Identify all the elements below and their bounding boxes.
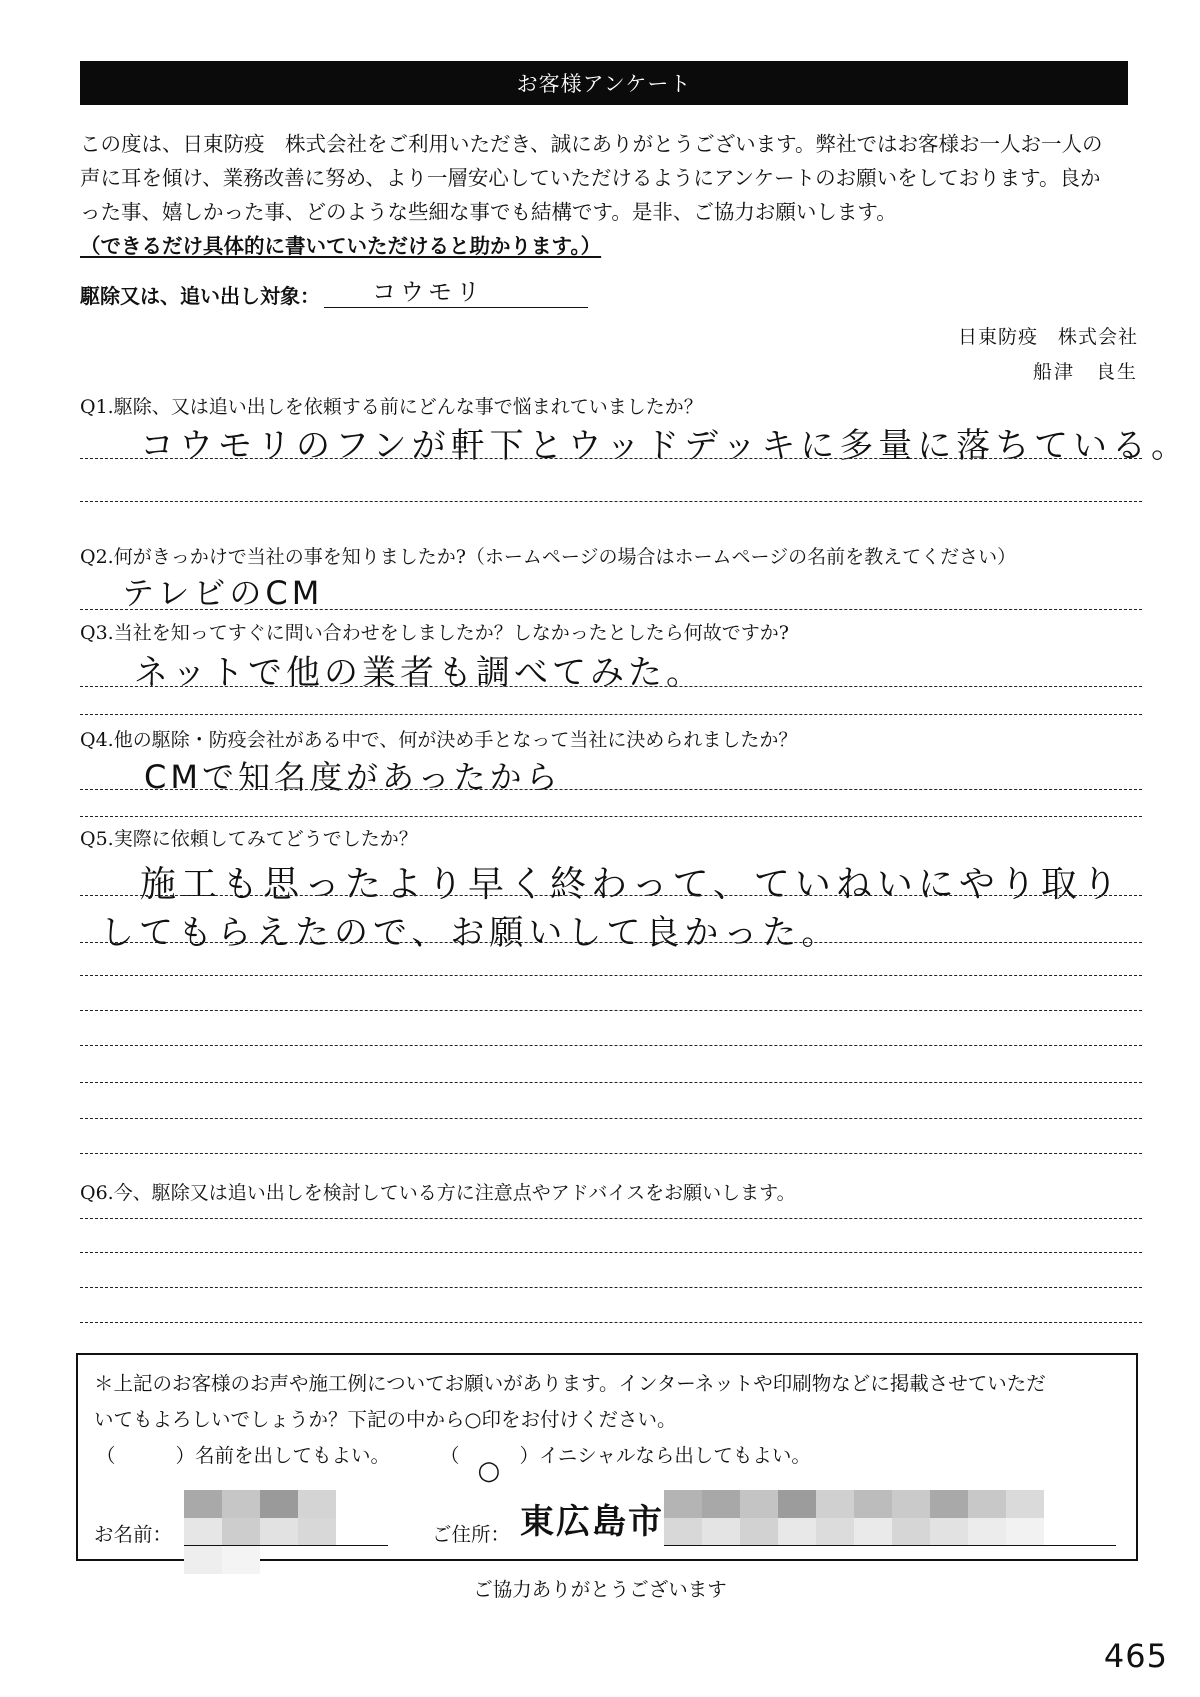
intro-text [80,127,1140,263]
target-label: 駆除又は、追い出し対象： [80,284,320,308]
answer-line [80,609,1142,610]
answer-4-line-1: CMで知名度があったから [144,758,562,796]
answer-line [80,975,1142,976]
name-underline [184,1545,388,1546]
answer-line [80,686,1142,687]
question-2: Q2.何がきっかけで当社の事を知りましたか?（ホームページの場合はホームページの名前を教えてください） [80,546,1017,568]
answer-5-line-1: 施工も思ったより早く終わって、ていねいにやり取り [140,864,1123,905]
intro-line-2: 声に耳を傾け、業務改善に努め、より一層安心していただけるようにアンケートのお願いをしております。良か [80,166,1101,190]
question-6: Q6.今、駆除又は追い出しを検討している方に注意点やアドバイスをお願いします。 [80,1182,796,1204]
answer-line [80,1118,1142,1119]
answer-line [80,1010,1142,1011]
answer-line [80,789,1142,790]
name-label: お名前： [94,1523,173,1546]
answer-line [80,895,1142,896]
consent-line-2: いてもよろしいでしょうか？下記の中から○印をお付けください。 [94,1408,677,1431]
option-initials-label: ）イニシャルなら出してもよい。 [519,1444,811,1467]
question-1: Q1.駆除、又は追い出しを依頼する前にどんな事で悩まれていましたか？ [80,396,703,418]
answer-line [80,1322,1142,1323]
address-redacted [664,1490,1064,1546]
target-row [80,280,320,309]
option-name-label: ）名前を出してもよい。 [175,1444,391,1467]
question-4: Q4.他の駆除・防疫会社がある中で、何が決め手となって当社に決められましたか？ [80,729,798,751]
page-number: 465 [1103,1637,1168,1675]
address-value: 東広島市 [520,1502,664,1542]
address-underline [664,1545,1116,1546]
option-initials-open-paren: （ [440,1444,460,1467]
company-name: 日東防疫 株式会社 [957,326,1138,348]
answer-line [80,816,1142,817]
answer-1-line-1: コウモリのフンが軒下とウッドデッキに多量に落ちている。 [140,426,1190,466]
answer-line [80,1218,1142,1219]
target-underline [324,307,588,308]
thanks-text: ご協力ありがとうございます [473,1578,727,1601]
answer-line [80,1287,1142,1288]
answer-line [80,942,1142,943]
answer-line [80,1252,1142,1253]
survey-title-bar [80,61,1128,105]
option-name-ok[interactable] [96,1440,390,1468]
question-5: Q5.実際に依頼してみてどうでしたか？ [80,828,418,850]
answer-2-line-1: テレビのCM [122,574,324,612]
answer-line [80,1045,1142,1046]
question-3: Q3.当社を知ってすぐに問い合わせをしましたか？しなかったとしたら何故ですか? [80,622,789,644]
answer-line [80,1082,1142,1083]
option-name-open-paren: （ [96,1444,116,1467]
answer-line [80,501,1142,502]
target-value: コウモリ [372,278,484,306]
circle-mark: ○ [477,1456,501,1486]
survey-title: お客様アンケート [516,72,692,96]
answer-line [80,714,1142,715]
consent-line-1: ＊上記のお客様のお声や施工例についてお願いがあります。インターネットや印刷物などに掲載させていただ [94,1372,1046,1395]
answer-line [80,458,1142,459]
intro-line-3: った事、嬉しかった事、どのような些細な事でも結構です。是非、ご協力お願いします。 [80,200,897,224]
name-redacted [184,1490,352,1546]
address-label: ご住所： [432,1523,511,1546]
answer-5-line-2: してもらえたので、お願いして良かった。 [100,913,841,953]
answer-line [80,1153,1142,1154]
answer-3-line-1: ネットで他の業者も調べてみた。 [134,653,704,693]
intro-line-1: この度は、日東防疫 株式会社をご利用いただき、誠にありがとうございます。弊社ではお客様お一人お一人の [80,132,1103,156]
intro-note: （できるだけ具体的に書いていただけると助かります。） [80,234,602,258]
option-initials-ok[interactable] [440,1440,811,1486]
company-person: 船津 良生 [1032,361,1138,383]
